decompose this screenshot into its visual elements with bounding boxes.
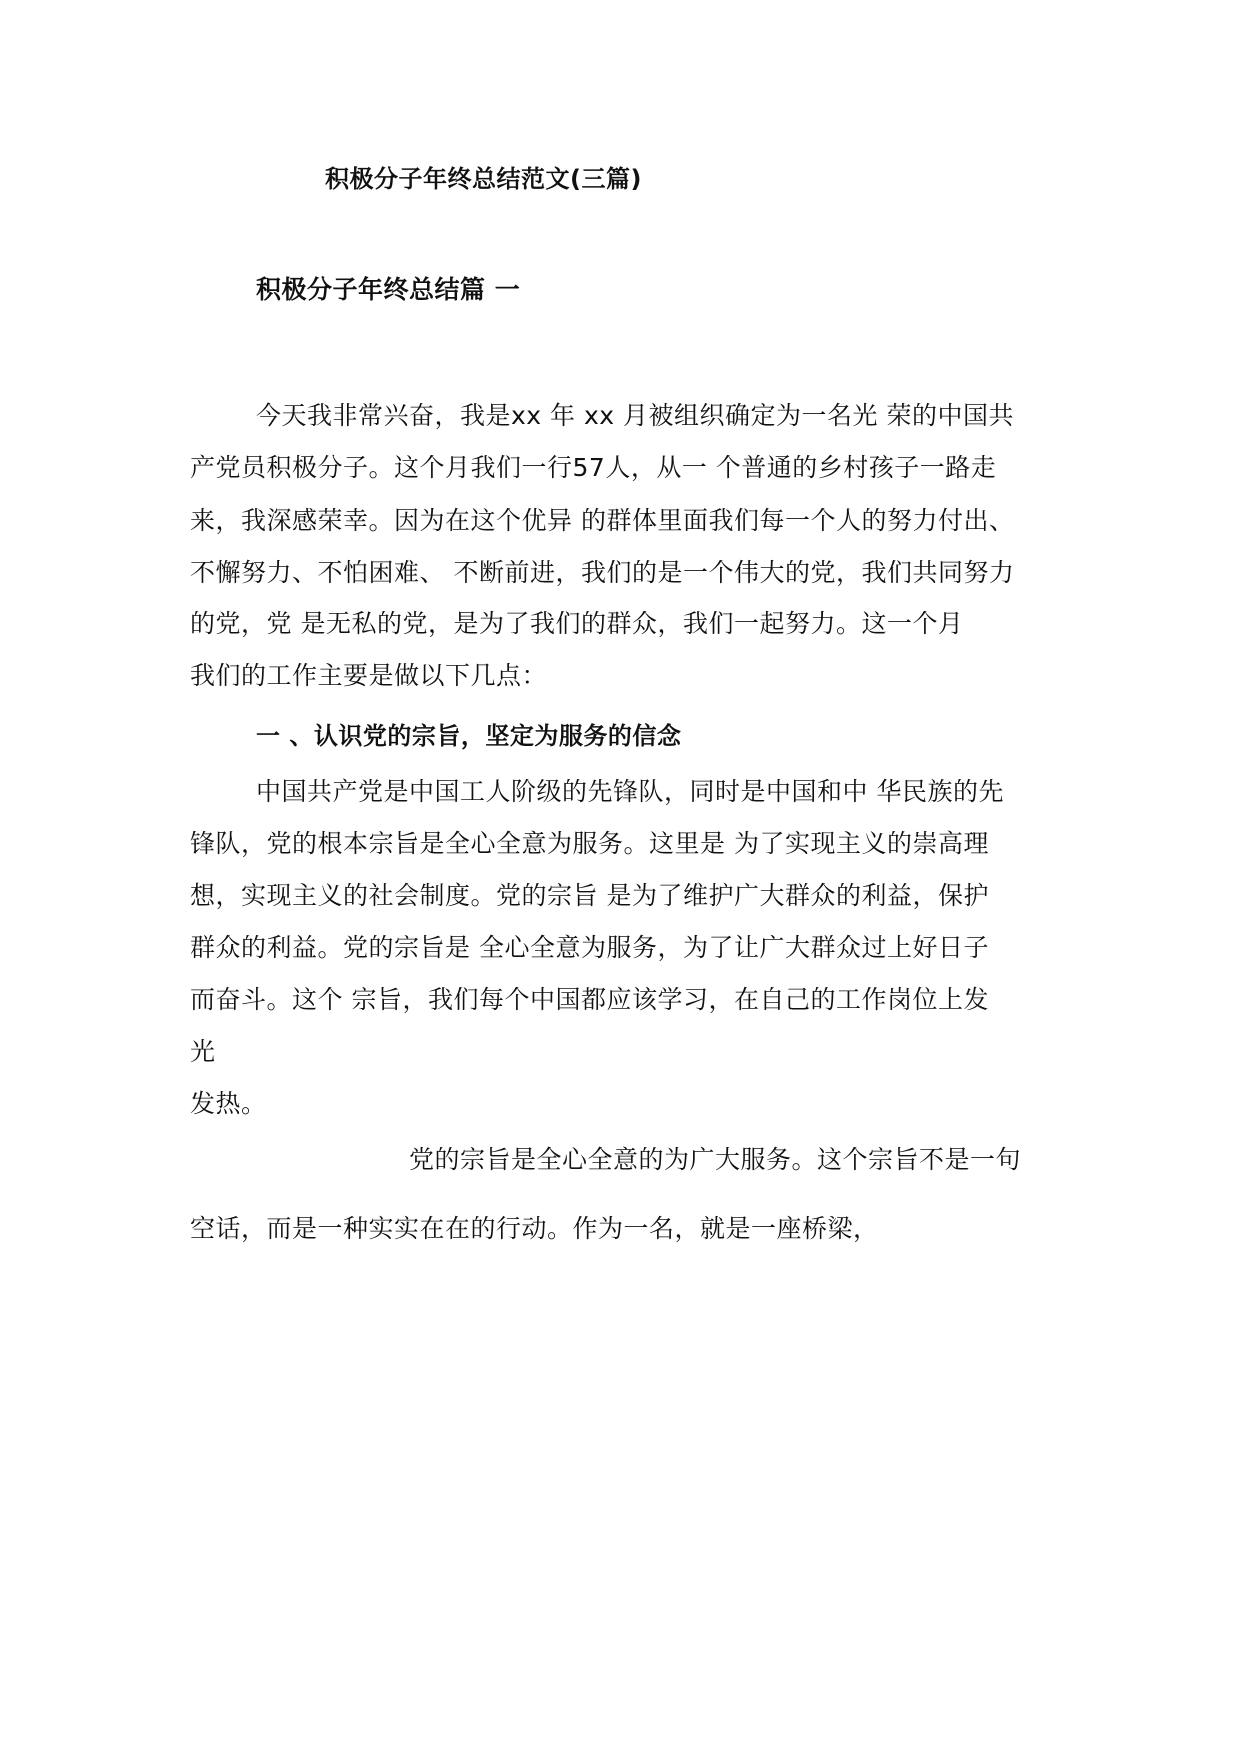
paragraph-line: 想，实现主义的社会制度。党的宗旨 是为了维护广大群众的利益，保护 [190,881,989,910]
paragraph-line: 不懈努力、不怕困难、 不断前进，我们的是一个伟大的党，我们共同努力 [190,558,1015,587]
subsection-heading: 一 、认识党的宗旨，坚定为服务的信念 [256,722,682,750]
paragraph-line: 光 [190,1037,216,1066]
paragraph-line: 中国共产党是中国工人阶级的先锋队，同时是中国和中 华民族的先 [256,777,1004,806]
paragraph-line: 而奋斗。这个 宗旨，我们每个中国都应该学习，在自己的工作岗位上发 [190,985,989,1014]
paragraph-line: 空话，而是一种实实在在的行动。作为一名，就是一座桥梁， [190,1214,879,1243]
paragraph-line: 我们的工作主要是做以下几点： [190,661,548,690]
section-heading: 积极分子年终总结篇 一 [256,275,521,304]
paragraph-line: 的党，党 是无私的党，是为了我们的群众，我们一起努力。这一个月 [190,609,964,638]
paragraph-line: 来，我深感荣幸。因为在这个优异 的群体里面我们每一个人的努力付出、 [190,506,1015,535]
paragraph-line: 锋队，党的根本宗旨是全心全意为服务。这里是 为了实现主义的崇高理 [190,829,989,858]
document-title: 积极分子年终总结范文(三篇) [325,165,642,193]
paragraph-line: 群众的利益。党的宗旨是 全心全意为服务，为了让广大群众过上好日子 [190,933,989,962]
paragraph-line: 产党员积极分子。这个月我们一行57人，从一 个普通的乡村孩子一路走 [190,453,997,482]
paragraph-line: 党的宗旨是全心全意的为广大服务。这个宗旨不是一句 [409,1145,1022,1174]
paragraph-line: 发热。 [190,1089,267,1118]
paragraph-line: 今天我非常兴奋，我是xx 年 xx 月被组织确定为一名光 荣的中国共 [256,401,1014,430]
